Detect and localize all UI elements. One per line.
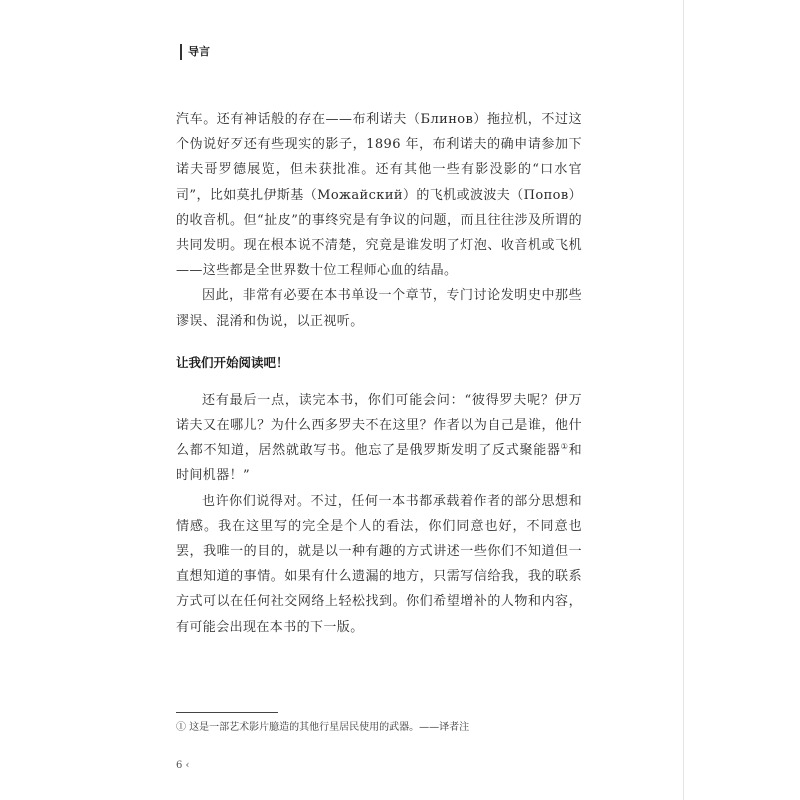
paragraph-3 xyxy=(176,388,582,489)
footnote: ① 这是一部艺术影片臆造的其他行星居民使用的武器。——译者注 xyxy=(176,722,470,733)
section-heading: 让我们开始阅读吧！ xyxy=(176,354,289,370)
page-number: 6 ‹ xyxy=(176,760,190,771)
paragraph-1: 汽车。还有神话般的存在——布利诺夫（Блинов）拖拉机，不过这个伪说好歹还有些现实的影子，1896 年，布利诺夫的确申请参加下诺夫哥罗德展览，但未获批准。还有其他一些有影没影的“口水官司”，比如莫扎伊斯基（Можайский）的飞机或波波夫（Попов）的收音机。但“扯皮”的事终究是有争议的问题，而且往往涉及所谓的共同发明。现在根本说不清楚，究竟是谁发明了灯泡、收音机或飞机——这些都是全世界数十位工程师心血的结晶。 xyxy=(176,112,582,279)
footnote-divider xyxy=(176,712,278,713)
body-text xyxy=(176,107,582,640)
paragraph-4: 也许你们说得对。不过，任何一本书都承载着作者的部分思想和情感。我在这里写的完全是个人的看法，你们同意也好，不同意也罢，我唯一的目的，就是以一种有趣的方式讲述一些你们不知道但一直想知道的事情。如果有什么遗漏的地方，只需写信给我，我的联系方式可以在任何社交网络上轻松找到。你们希望增补的人物和内容，有可能会出现在本书的下一版。 xyxy=(176,493,582,635)
page-edge-divider xyxy=(683,0,684,800)
paragraph-3-text-end: 和时间机器！” xyxy=(176,443,583,484)
paragraph-3-text: 还有最后一点，读完本书，你们可能会问：“彼得罗夫呢？伊万诺夫又在哪儿？为什么西多罗夫不在这里？作者以为自己是谁，他什么都不知道，居然就敢写书。他忘了是俄罗斯发明了反式聚能器 xyxy=(176,392,582,459)
paragraph-2: 因此，非常有必要在本书单设一个章节，专门讨论发明史中那些谬误、混淆和伪说，以正视听。 xyxy=(176,288,582,329)
running-header: 导言 xyxy=(180,44,210,60)
footnote-reference[interactable]: ① xyxy=(560,442,569,452)
